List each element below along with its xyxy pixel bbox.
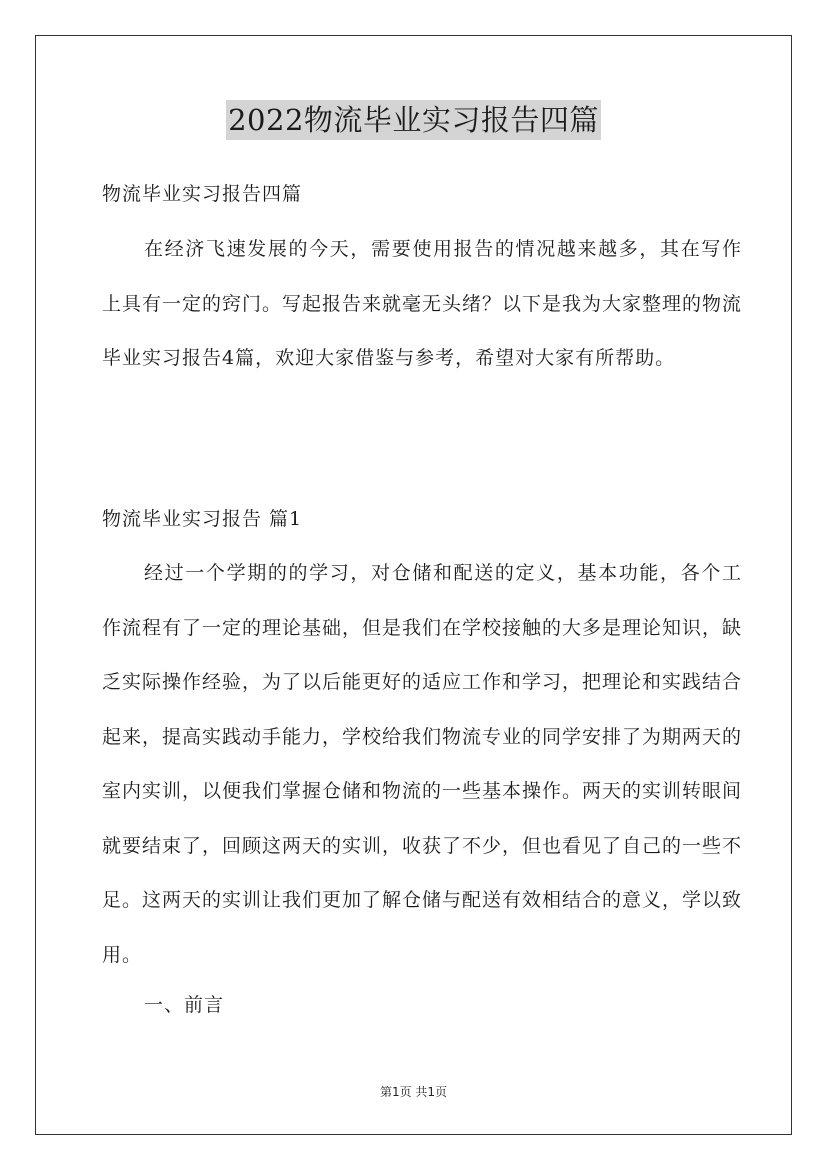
intro-paragraph: 在经济飞速发展的今天，需要使用报告的情况越来越多，其在写作上具有一定的窍门。写起报告来就毫无头绪？以下是我为大家整理的物流毕业实习报告4篇，欢迎大家借鉴与参考，希望对大家有所帮助。: [102, 238, 743, 369]
subheading-report-1: 物流毕业实习报告 篇1: [102, 508, 303, 530]
subheading-overview: 物流毕业实习报告四篇: [102, 183, 303, 205]
title-container: [0, 100, 827, 140]
section-heading-preface: 一、前言: [144, 994, 225, 1016]
page-footer: 第1页 共1页: [379, 1085, 448, 1099]
body-paragraph: 经过一个学期的的学习，对仓储和配送的定义，基本功能，各个工作流程有了一定的理论基础，但是我们在学校接触的大多是理论知识，缺乏实际操作经验，为了以后能更好的适应工作和学习，把理论和实践结合起来，提高实践动手能力，学校给我们物流专业的同学安排了为期两天的室内实训，以便我们掌握仓储和物流的一些基本操作。两天的实训转眼间就要结束了，回顾这两天的实训，收获了不少，但也看见了自己的一些不足。这两天的实训让我们更加了解仓储与配送有效相结合的意义，学以致用。: [102, 562, 743, 966]
document-title: 2022物流毕业实习报告四篇: [226, 100, 601, 140]
